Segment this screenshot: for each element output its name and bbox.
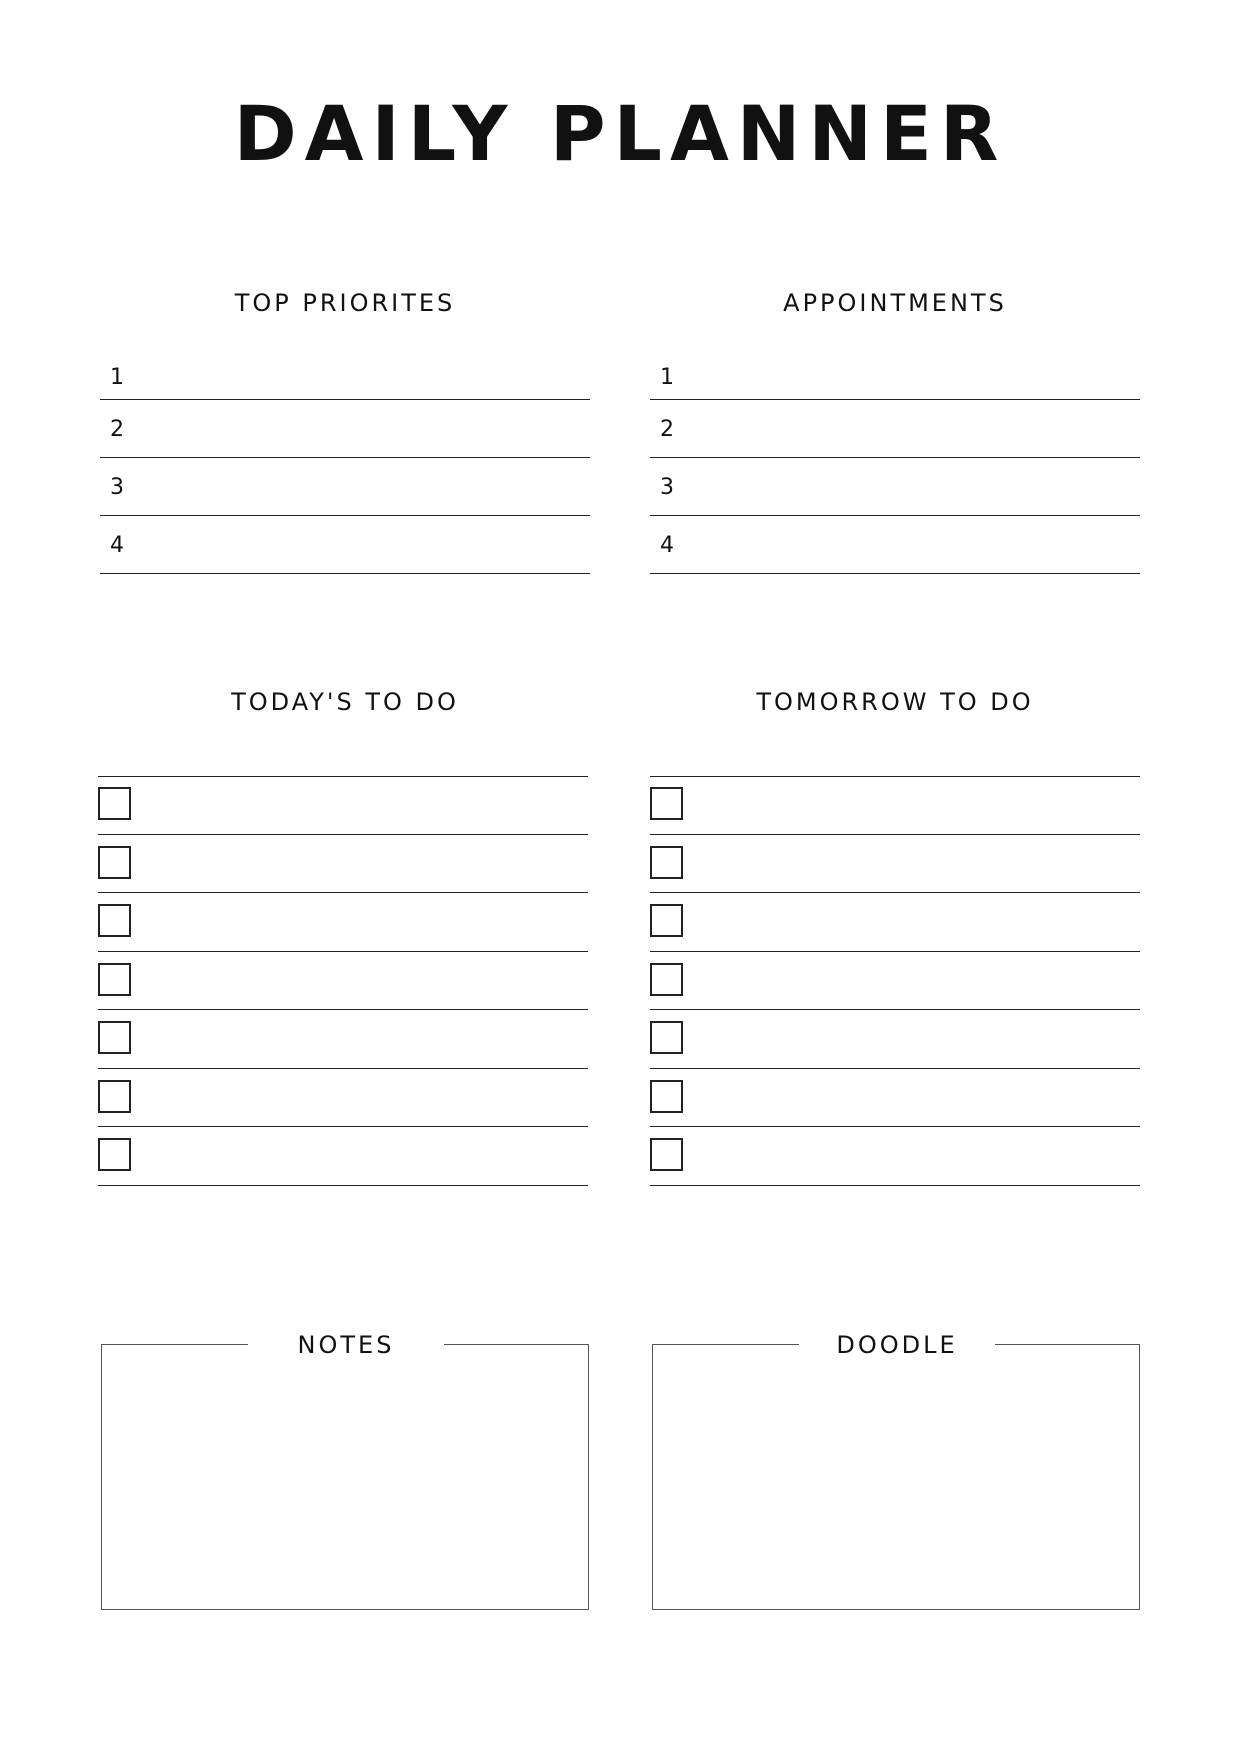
- checkbox[interactable]: [650, 1080, 683, 1113]
- checkbox[interactable]: [650, 846, 683, 879]
- doodle-heading: DOODLE: [799, 1331, 995, 1359]
- todo-row[interactable]: [650, 1010, 1140, 1069]
- todays-todo-heading: TODAY'S TO DO: [231, 688, 459, 716]
- checkbox[interactable]: [650, 1138, 683, 1171]
- appointment-row-1[interactable]: [650, 340, 1140, 400]
- appointment-number: 3: [660, 475, 674, 500]
- notes-box[interactable]: [101, 1331, 589, 1610]
- priority-row-3[interactable]: [100, 458, 590, 516]
- priority-number: 3: [110, 475, 124, 500]
- checkbox[interactable]: [650, 1021, 683, 1054]
- priority-row-4[interactable]: [100, 516, 590, 574]
- todo-row[interactable]: [650, 835, 1140, 894]
- checkbox[interactable]: [650, 787, 683, 820]
- priority-row-1[interactable]: [100, 340, 590, 400]
- appointments-heading: APPOINTMENTS: [783, 289, 1007, 317]
- todo-row[interactable]: [98, 1010, 588, 1069]
- todo-row[interactable]: [98, 835, 588, 894]
- page-title: DAILY PLANNER: [233, 89, 1007, 178]
- tomorrow-todo-heading: TOMORROW TO DO: [756, 688, 1034, 716]
- todo-row[interactable]: [98, 1069, 588, 1128]
- appointment-row-3[interactable]: [650, 458, 1140, 516]
- tomorrow-todo-list: [650, 776, 1140, 1187]
- todo-row[interactable]: [98, 1127, 588, 1186]
- notes-heading: NOTES: [248, 1331, 444, 1359]
- todo-row[interactable]: [98, 776, 588, 835]
- todo-row[interactable]: [98, 952, 588, 1011]
- todo-row[interactable]: [650, 1127, 1140, 1186]
- todo-row[interactable]: [650, 776, 1140, 835]
- priority-number: 2: [110, 417, 124, 442]
- checkbox[interactable]: [98, 963, 131, 996]
- todo-row[interactable]: [650, 952, 1140, 1011]
- priority-number: 1: [110, 365, 124, 390]
- todo-row[interactable]: [98, 893, 588, 952]
- checkbox[interactable]: [98, 904, 131, 937]
- checkbox[interactable]: [98, 1021, 131, 1054]
- checkbox[interactable]: [650, 904, 683, 937]
- appointment-number: 1: [660, 365, 674, 390]
- doodle-box[interactable]: [652, 1331, 1140, 1610]
- todo-row[interactable]: [650, 1069, 1140, 1128]
- checkbox[interactable]: [98, 787, 131, 820]
- checkbox[interactable]: [98, 1080, 131, 1113]
- priority-row-2[interactable]: [100, 400, 590, 458]
- checkbox[interactable]: [98, 846, 131, 879]
- top-priorities-heading: TOP PRIORITES: [234, 289, 456, 317]
- appointment-number: 4: [660, 533, 674, 558]
- appointment-number: 2: [660, 417, 674, 442]
- appointment-row-4[interactable]: [650, 516, 1140, 574]
- checkbox[interactable]: [650, 963, 683, 996]
- checkbox[interactable]: [98, 1138, 131, 1171]
- todays-todo-list: [98, 776, 588, 1187]
- priority-number: 4: [110, 533, 124, 558]
- todo-row[interactable]: [650, 893, 1140, 952]
- appointment-row-2[interactable]: [650, 400, 1140, 458]
